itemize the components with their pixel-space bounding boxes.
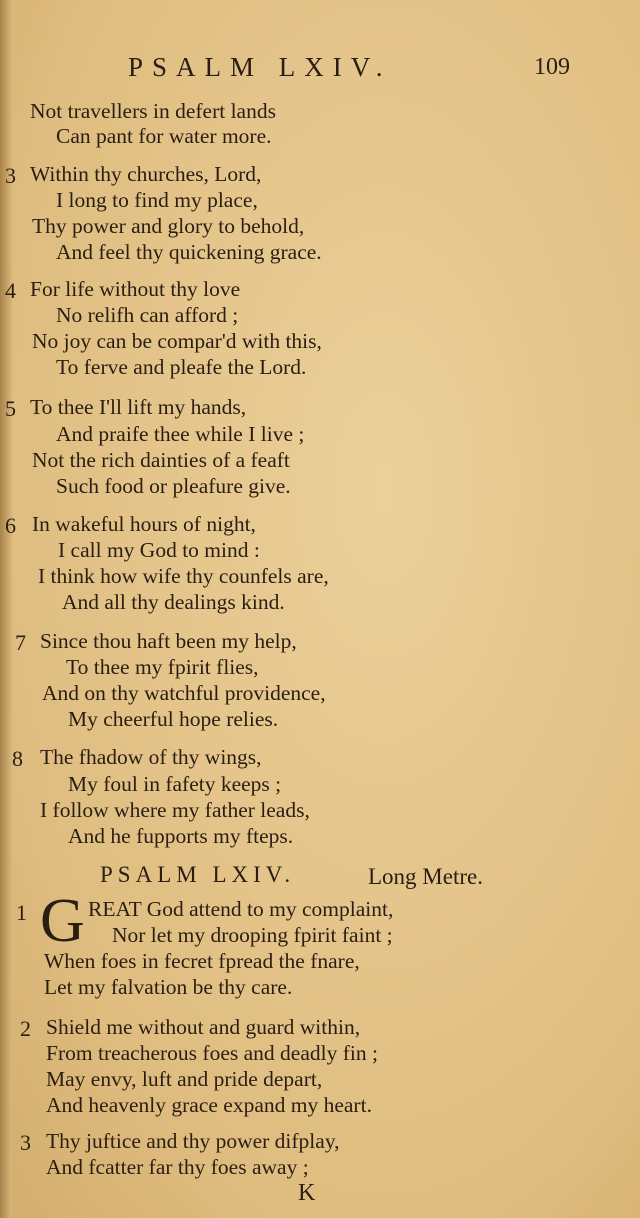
- verse-line: In wakeful hours of night,: [32, 512, 256, 536]
- verse-line: And heavenly grace expand my heart.: [46, 1093, 372, 1117]
- verse-line: I long to find my place,: [56, 188, 258, 212]
- running-title: PSALM LXIV.: [128, 52, 392, 82]
- psalm-heading: [100, 862, 620, 892]
- verse-line: I call my God to mind :: [58, 538, 260, 562]
- verse-line: Can pant for water more.: [56, 124, 272, 148]
- page-header: [0, 52, 640, 86]
- verse-line: For life without thy love: [30, 277, 241, 301]
- stanza-number: 2: [20, 1016, 31, 1041]
- page-number: 109: [534, 54, 570, 80]
- verse-line: Since thou haft been my help,: [40, 629, 297, 653]
- verse-line: And feel thy quickening grace.: [56, 240, 322, 264]
- verse-line: Not the rich dainties of a feaft: [32, 448, 290, 472]
- verse-line: When foes in fecret fpread the fnare,: [44, 949, 360, 973]
- verse-line: Within thy churches, Lord,: [30, 162, 262, 186]
- stanza-number: 1: [16, 900, 27, 925]
- verse-line: Shield me without and guard within,: [46, 1015, 361, 1039]
- stanza-number: 5: [5, 396, 16, 421]
- stanza-number: 3: [20, 1130, 31, 1155]
- verse-line: To thee my fpirit flies,: [66, 655, 259, 679]
- verse-line: I follow where my father leads,: [40, 798, 310, 822]
- stanza-number: 4: [5, 278, 16, 303]
- verse-line: And praife thee while I live ;: [56, 422, 305, 446]
- verse-line: To ferve and pleafe the Lord.: [56, 355, 307, 379]
- verse-line: Such food or pleafure give.: [56, 474, 291, 498]
- verse-line: My foul in fafety keeps ;: [68, 772, 282, 796]
- verse-line: Thy power and glory to behold,: [32, 214, 305, 238]
- stanza-number: 7: [15, 630, 26, 655]
- verse-line: Nor let my drooping fpirit faint ;: [112, 923, 393, 947]
- verse-line: May envy, luft and pride depart,: [46, 1067, 323, 1091]
- verse-line: And on thy watchful providence,: [42, 681, 326, 705]
- verse-line: Let my falvation be thy care.: [44, 975, 293, 999]
- psalm-title: PSALM LXIV.: [100, 862, 296, 887]
- drop-cap: G: [40, 887, 85, 955]
- verse-line: Thy juftice and thy power difplay,: [46, 1129, 340, 1153]
- verse-line: My cheerful hope relies.: [68, 707, 279, 731]
- verse-line: And he fupports my fteps.: [68, 824, 294, 848]
- stanza-number: 3: [5, 163, 16, 188]
- verse-line: Not travellers in defert lands: [30, 99, 276, 123]
- verse-line: No joy can be compar'd with this,: [32, 329, 322, 353]
- stanza-number: 6: [5, 513, 16, 538]
- verse-line: I think how wife thy counfels are,: [38, 564, 329, 588]
- verse-line: No relifh can afford ;: [56, 303, 239, 327]
- verse-line: And fcatter far thy foes away ;: [46, 1155, 309, 1179]
- verse-line: REAT God attend to my complaint,: [88, 897, 394, 921]
- verse-line: From treacherous foes and deadly fin ;: [46, 1041, 378, 1065]
- verse-line: The fhadow of thy wings,: [40, 745, 262, 769]
- verse-line: To thee I'll lift my hands,: [30, 395, 247, 419]
- verse-line: And all thy dealings kind.: [62, 590, 285, 614]
- stanza-number: 8: [12, 746, 23, 771]
- signature-mark: K: [298, 1180, 316, 1206]
- psalm-metre: Long Metre.: [368, 864, 483, 889]
